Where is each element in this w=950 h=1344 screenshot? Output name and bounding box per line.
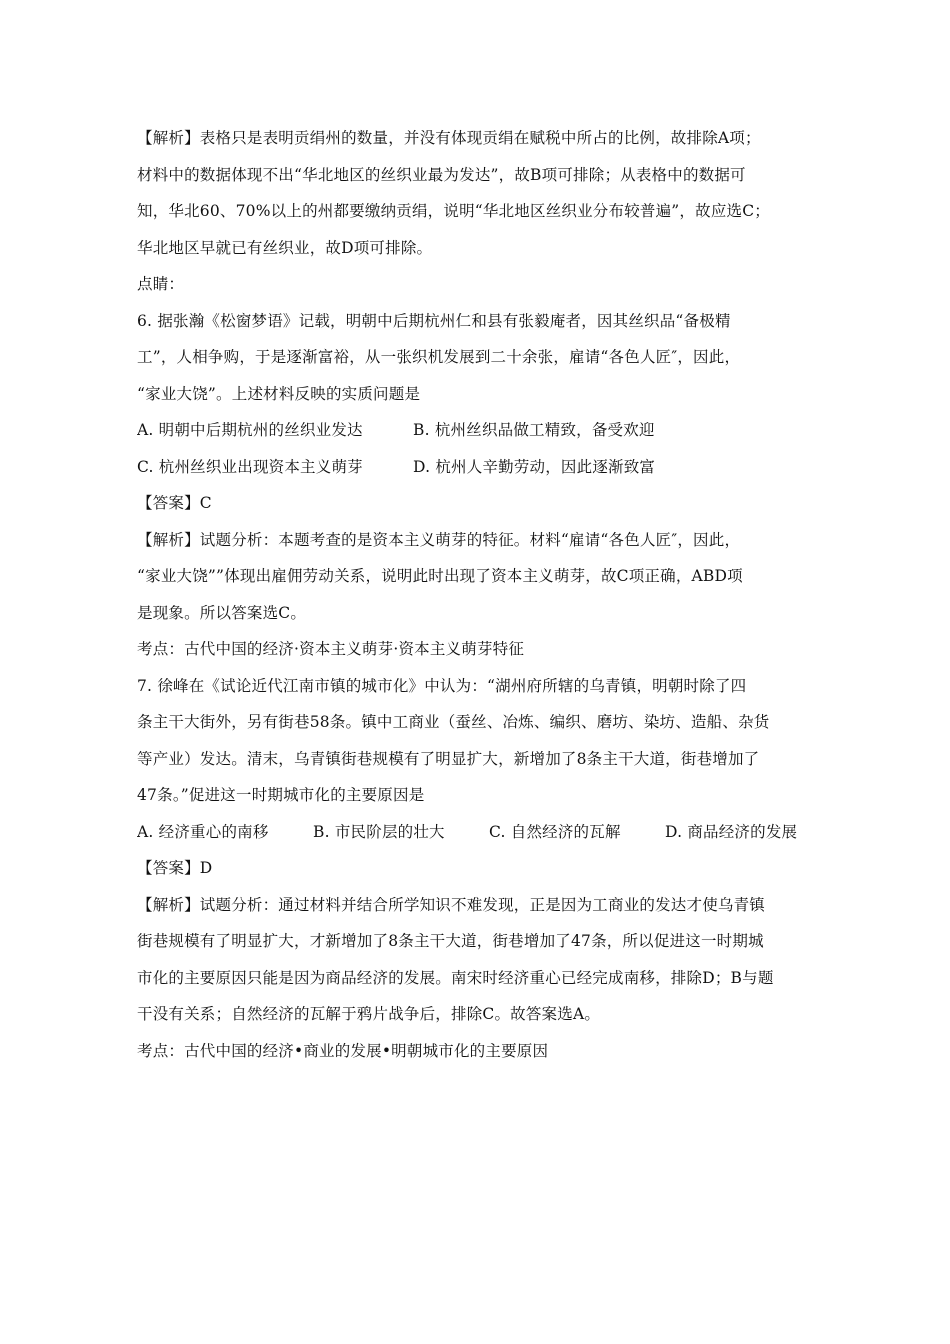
prev-analysis-line-3: 知，华北60、70%以上的州都要缴纳贡绢，说明“华北地区丝织业分布较普遍”，故应选C； [137, 202, 770, 220]
q7-stem-line-1: 7. 徐峰在《试论近代江南市镇的城市化》中认为：“湖州府所辖的乌青镇，明朝时除了四 [137, 676, 747, 695]
q6-kaodian: 考点：古代中国的经济·资本主义萌芽·资本主义萌芽特征 [137, 640, 525, 658]
q6-analysis-line-2: “家业大饶””体现出雇佣劳动关系，说明此时出现了资本主义萌芽，故C项正确，ABD项 [137, 567, 743, 585]
prev-analysis-line-4: 华北地区早就已有丝织业，故D项可排除。 [137, 238, 433, 257]
q6-option-c: C. 杭州丝织业出现资本主义萌芽 [137, 457, 363, 476]
q6-options-row-2 [137, 449, 817, 486]
q7-option-b: B. 市民阶层的壮大 [313, 822, 445, 841]
q7-stem-line-4: 47条。”促进这一时期城市化的主要原因是 [137, 786, 425, 804]
q6-option-b: B. 杭州丝织品做工精致，备受欢迎 [413, 421, 655, 439]
prev-analysis-line-1: 【解析】表格只是表明贡绢州的数量，并没有体现贡绢在赋税中所占的比例，故排除A项； [137, 129, 761, 147]
q7-analysis-line-4: 干没有关系；自然经济的瓦解于鸦片战争后，排除C。故答案选A。 [137, 1005, 601, 1023]
q7-kaodian: 考点：古代中国的经济•商业的发展•明朝城市化的主要原因 [137, 1041, 549, 1060]
q6-answer: 【答案】C [137, 494, 212, 512]
q6-option-d: D. 杭州人辛勤劳动，因此逐渐致富 [413, 457, 656, 476]
q7-option-a: A. 经济重心的南移 [137, 822, 269, 841]
q6-options-row-1 [137, 412, 817, 449]
q6-analysis-line-1: 【解析】试题分析：本题考查的是资本主义萌芽的特征。材料“雇请“各色人匠″，因此， [137, 530, 741, 549]
q7-analysis-line-1: 【解析】试题分析：通过材料并结合所学知识不难发现，正是因为工商业的发达才使乌青镇 [137, 895, 766, 914]
q6-analysis-line-3: 是现象。所以答案选C。 [137, 603, 307, 622]
q7-answer: 【答案】D [137, 859, 213, 877]
q6-stem-line-1: 6. 据张瀚《松窗梦语》记载，明朝中后期杭州仁和县有张毅庵者，因其丝织品“备极精 [137, 311, 731, 330]
q7-option-c: C. 自然经济的瓦解 [489, 822, 621, 841]
q7-stem-line-2: 条主干大街外，另有街巷58条。镇中工商业（蚕丝、冶炼、编织、磨坊、染坊、造船、杂货 [137, 713, 770, 731]
q7-analysis-line-3: 市化的主要原因只能是因为商品经济的发展。南宋时经济重心已经完成南移，排除D；B与题 [137, 968, 774, 987]
q7-option-d: D. 商品经济的发展 [665, 822, 798, 841]
q6-stem-line-3: “家业大饶”。上述材料反映的实质问题是 [137, 384, 421, 403]
page-content [137, 120, 817, 1069]
q6-stem-line-2: 工”，人相争购，于是逐渐富裕，从一张织机发展到二十余张，雇请“各色人匠″，因此， [137, 348, 741, 366]
q7-options-row [137, 814, 817, 851]
prev-analysis-line-2: 材料中的数据体现不出“华北地区的丝织业最为发达”，故B项可排除；从表格中的数据可 [137, 165, 746, 184]
q7-stem-line-3: 等产业）发达。清末，乌青镇街巷规模有了明显扩大，新增加了8条主干大道，街巷增加了 [137, 749, 760, 768]
q6-option-a: A. 明朝中后期杭州的丝织业发达 [137, 421, 363, 439]
prev-note: 点睛： [137, 275, 185, 293]
q7-analysis-line-2: 街巷规模有了明显扩大，才新增加了8条主干大道，街巷增加了47条，所以促进这一时期城 [137, 932, 764, 950]
